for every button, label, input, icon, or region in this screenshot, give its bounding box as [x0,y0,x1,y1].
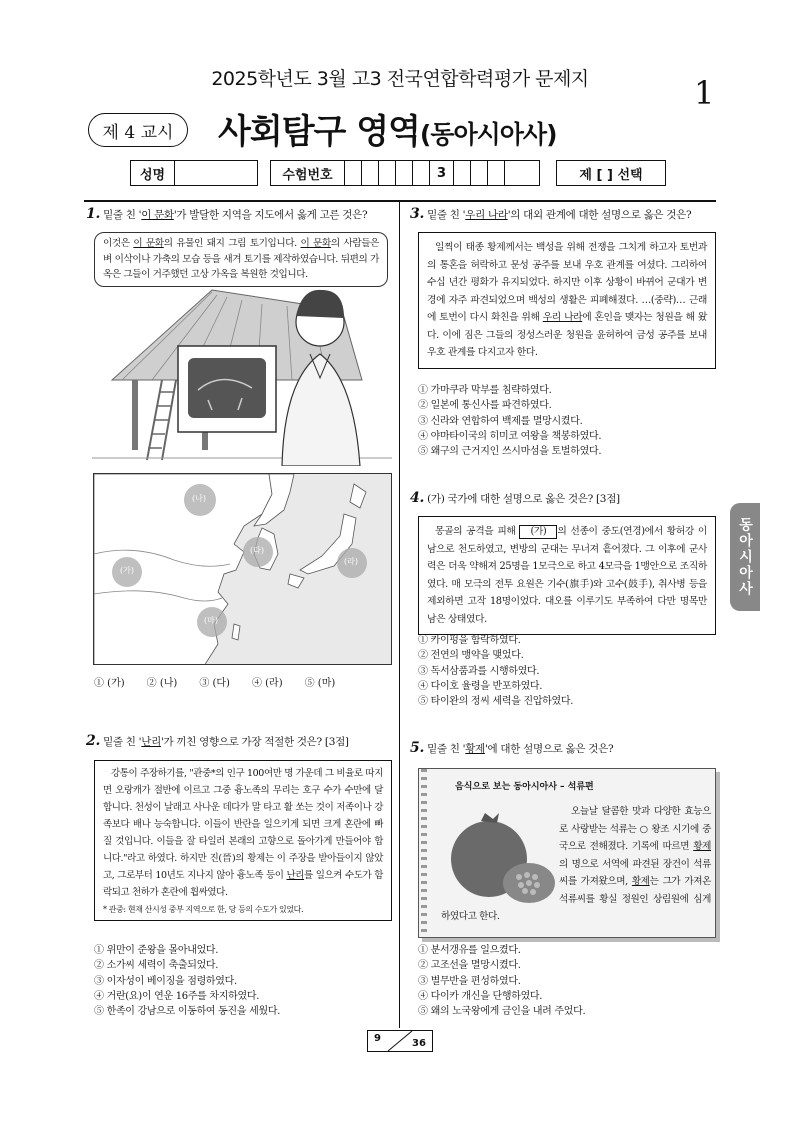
q2-choice-4[interactable]: ④ 거란(요)이 연운 16주를 차지하였다. [94,990,260,1002]
map-label-da: (다) [250,546,264,555]
q3-choice-1[interactable]: ① 가마쿠라 막부를 침략하였다. [418,385,552,396]
digit-box[interactable] [345,161,362,185]
card-binding [421,769,427,937]
subject-side-tab [730,503,760,611]
card-text: 오늘날 달콤한 맛과 다양한 효능으로 사랑받는 석류는 ○ 왕조 시기에 중국으로 전해졌다. 기록에 따르면 [559,806,711,852]
q5-card-title: 음식으로 보는 동아시아사 – 석류편 [455,782,594,792]
digit-box[interactable] [413,161,430,185]
page-number: 1 [694,74,715,112]
q3-choice-3[interactable]: ③ 신라와 연합하여 백제를 멸망시켰다. [418,415,583,427]
bubble-text: 이것은 [103,238,134,249]
q5-stem-text: 밑줄 친 ' [427,743,466,755]
q4-choice-4[interactable]: ④ 다이호 율령을 반포하였다. [418,680,543,692]
card-text: 의 명으로 서역에 파견된 장건이 석류씨를 가져왔으며, [559,858,711,887]
q4-number: 4. [410,490,425,506]
exam-title: 2025학년도 3월 고3 전국연합학력평가 문제지 [211,68,589,90]
q2-choice-3[interactable]: ③ 이자성이 베이징을 점령하였다. [94,975,237,987]
digit-box[interactable] [396,161,413,185]
east-asia-map [94,474,392,665]
q2-source-box [94,760,392,921]
name-field[interactable] [130,160,258,186]
q4-source-text: 몽골의 공격을 피해 [435,526,520,537]
q2-stem-underline: 난리 [141,736,161,748]
q4-choice-3[interactable]: ③ 독서삼품과를 시행하였다. [418,665,540,677]
page-counter [367,1030,433,1052]
bubble-text: 의 유물인 돼지 그림 토기입니다. [163,238,301,249]
q3-source-box [418,232,716,369]
q5-choice-2[interactable]: ② 고조선을 멸망시켰다. [418,960,521,972]
digit-box[interactable] [362,161,379,185]
q5-stem [410,740,720,756]
q3-number: 3. [410,206,425,222]
name-input[interactable] [175,161,257,185]
q3-choice-5[interactable]: ⑤ 왜구의 근거지인 쓰시마섬을 토벌하였다. [418,446,602,458]
q2-choice-5[interactable]: ⑤ 한족이 강남으로 이동하여 동진을 세웠다. [94,1006,281,1018]
q2-source-text: 강통이 주장하기를, "관중*의 인구 100여만 명 가운데 그 비율로 따지면 오랑캐가 절반에 이르고 그중 흉노족의 무리는 호구 수가 수만에 달합니다. 천성이 날래고 사나운 데다가 말 타고 활 쏘는 것이 저족이나 강족보다 배나 능숙합니다. 이들이 반란을 일으키게 되면 크게 혼란에 빠질 것입니다. 이들을 잘 타일러 본래의 고향으로 돌아가게 만들어야 합니다."라고 하였다. 하지만 진(晉)의 황제는 이 주장을 받아들이지 않았고, 그로부터 10년도 지나지 않아 흉노족 등이 [103,768,383,881]
map-label-ma: (마) [204,616,218,625]
selection-label: 제 [ ] 선택 [579,167,643,183]
q2-stem-text: '가 끼친 영향으로 가장 적절한 것은? [3점] [160,736,349,748]
q5-stem-underline: 황제 [465,743,485,755]
q3-stem-text: '의 대외 관계에 대한 설명으로 옳은 것은? [507,209,692,221]
digit-box-fixed: 3 [430,161,454,185]
q3-stem-underline: 우리 나라 [465,209,508,221]
q4-source-box [418,516,716,635]
q2-choices [94,943,394,1019]
map-label-na: (나) [192,494,206,503]
q4-choice-2[interactable]: ② 전연의 맹약을 맺었다. [418,650,524,662]
q2-choice-2[interactable]: ② 소가씨 세력이 축출되었다. [94,960,219,972]
q3-choices [418,383,718,459]
q5-card-text [441,803,711,926]
q1-number: 1. [86,206,101,222]
q3-stem [410,206,720,222]
footer-page: 9 [374,1033,381,1044]
map-label-ra: (라) [344,557,358,566]
period-badge: 제 4 교시 [88,113,188,147]
q2-stem-text: 밑줄 친 ' [103,736,142,748]
q2-stem [86,733,392,749]
side-tab-label: 동아시아사 [737,517,753,597]
digit-box[interactable] [471,161,488,185]
q5-stem-text: '에 대한 설명으로 옳은 것은? [484,743,614,755]
q3-source-underline: 우리 나라 [542,312,583,323]
q1-choice-4[interactable]: ④ (라) [251,678,283,689]
q2-choice-1[interactable]: ① 위만이 준왕을 몰아내었다. [94,945,219,956]
subject-main: 사회탐구 영역 [218,112,420,152]
q5-choice-3[interactable]: ③ 별무반을 편성하였다. [418,975,521,987]
q4-choices [418,633,718,709]
footer-total: 36 [412,1038,426,1049]
q3-choice-4[interactable]: ④ 야마타이국의 히미코 여왕을 책봉하였다. [418,430,602,442]
exam-number-label: 수험번호 [271,161,345,185]
q5-choice-1[interactable]: ① 분서갱유를 일으켰다. [418,945,521,956]
q2-footnote: * 관중: 현재 산시성 중부 지역으로 한, 당 등의 수도가 있었다. [103,905,304,914]
q1-stem [86,206,392,222]
digit-box[interactable] [488,161,505,185]
card-underline: 황제 [693,841,711,852]
q4-source-text: 의 선종이 중도(연경)에서 황허강 이남으로 천도하였고, 변방의 군대는 무너져 흩어졌다. 그 이후에 군사력은 더욱 약해져 25명을 1모극으로 하고 4모극을 1맹안으로 조직하였다. 매 모극의 전투 요원은 기수(旗手)와 고수(鼓手), 취사병 등을 제외하면 고작 18명이었다. 대오를 이루기도 부족하여 다만 명목만 남은 상태였다. [427,526,707,625]
q1-choice-5[interactable]: ⑤ (마) [304,678,336,689]
q4-choice-5[interactable]: ⑤ 타이완의 정씨 세력을 진압하였다. [418,696,574,708]
selection-field[interactable] [556,160,666,186]
q4-blank-box: (가) [519,525,557,539]
q3-stem-text: 밑줄 친 ' [427,209,466,221]
bubble-underline: 이 문화 [300,238,331,249]
q1-stem-underline: 이 문화 [141,209,174,221]
q4-stem-text: (가) 국가에 대한 설명으로 옳은 것은? [3점] [427,493,620,505]
q1-map [93,473,392,665]
bubble-text: 의 사람들은 벼 이삭이나 가축의 모습 등을 새겨 토기를 제작하였습니다. 뒤편의 가옥은 그들이 거주했던 고상 가옥을 복원한 것입니다. [103,238,379,280]
q2-number: 2. [86,733,101,749]
q3-source-text: 에 혼인을 맺자는 청원을 해 왔다. 이에 짐은 그들의 정성스러운 청원을 윤허하여 금성 공주를 보내 우호 관계를 다지고자 한다. [427,312,707,358]
subject-sub: (동아시아사) [419,120,557,149]
q5-choice-4[interactable]: ④ 다이카 개신을 단행하였다. [418,990,543,1002]
q1-stem-text: 밑줄 친 ' [103,209,142,221]
column-divider [399,202,400,1028]
q3-choice-2[interactable]: ② 일본에 통신사를 파견하였다. [418,400,552,412]
q4-choice-1[interactable]: ① 카이펑을 함락하였다. [418,635,521,646]
digit-box[interactable] [379,161,396,185]
q4-stem [410,490,720,506]
q5-number: 5. [410,740,425,756]
q2-source-text: 를 일으켜 수도가 함락되고 천하가 혼란에 휩싸였다. [103,870,383,898]
digit-box[interactable] [505,161,539,185]
q2-source-underline: 난리 [286,870,305,881]
q5-choice-5[interactable]: ⑤ 왜의 노국왕에게 금인을 내려 주었다. [418,1006,586,1018]
map-label-ga: (가) [120,566,134,575]
q1-choices [94,674,394,689]
q1-choice-2[interactable]: ② (나) [146,678,178,689]
q1-stem-text: '가 발달한 지역을 지도에서 옳게 고른 것은? [173,209,368,221]
digit-box[interactable] [454,161,471,185]
q1-choice-3[interactable]: ③ (다) [199,678,230,689]
q3-source-text: 일찍이 태종 황제께서는 백성을 위해 전쟁을 그치게 하고자 토번과의 통혼을 허락하고 문성 공주를 보내 우호 관계를 여셨다. 그리하여 수십 년간 평화가 유지되었다. 하지만 이후 상황이 바뀌어 군대가 변경에 자주 파견되었으며 백성의 생활은 피폐해졌다. …(중략)… 근래에 토번이 다시 화친을 위해 [427,242,707,323]
card-underline: 황제 [631,876,650,887]
exam-number-field[interactable] [270,160,540,186]
q1-speech-bubble [94,232,388,287]
card-text: 는 그가 가져온 석류씨를 황실 정원인 상림원에 심게 하였다고 한다. [441,876,711,922]
subject-title [218,104,557,153]
q5-choices [418,943,718,1019]
header-rule [84,200,716,202]
q5-card [418,768,716,938]
name-label: 성명 [131,161,175,185]
bubble-underline: 이 문화 [133,238,164,249]
q1-choice-1[interactable]: ① (가) [94,678,125,689]
